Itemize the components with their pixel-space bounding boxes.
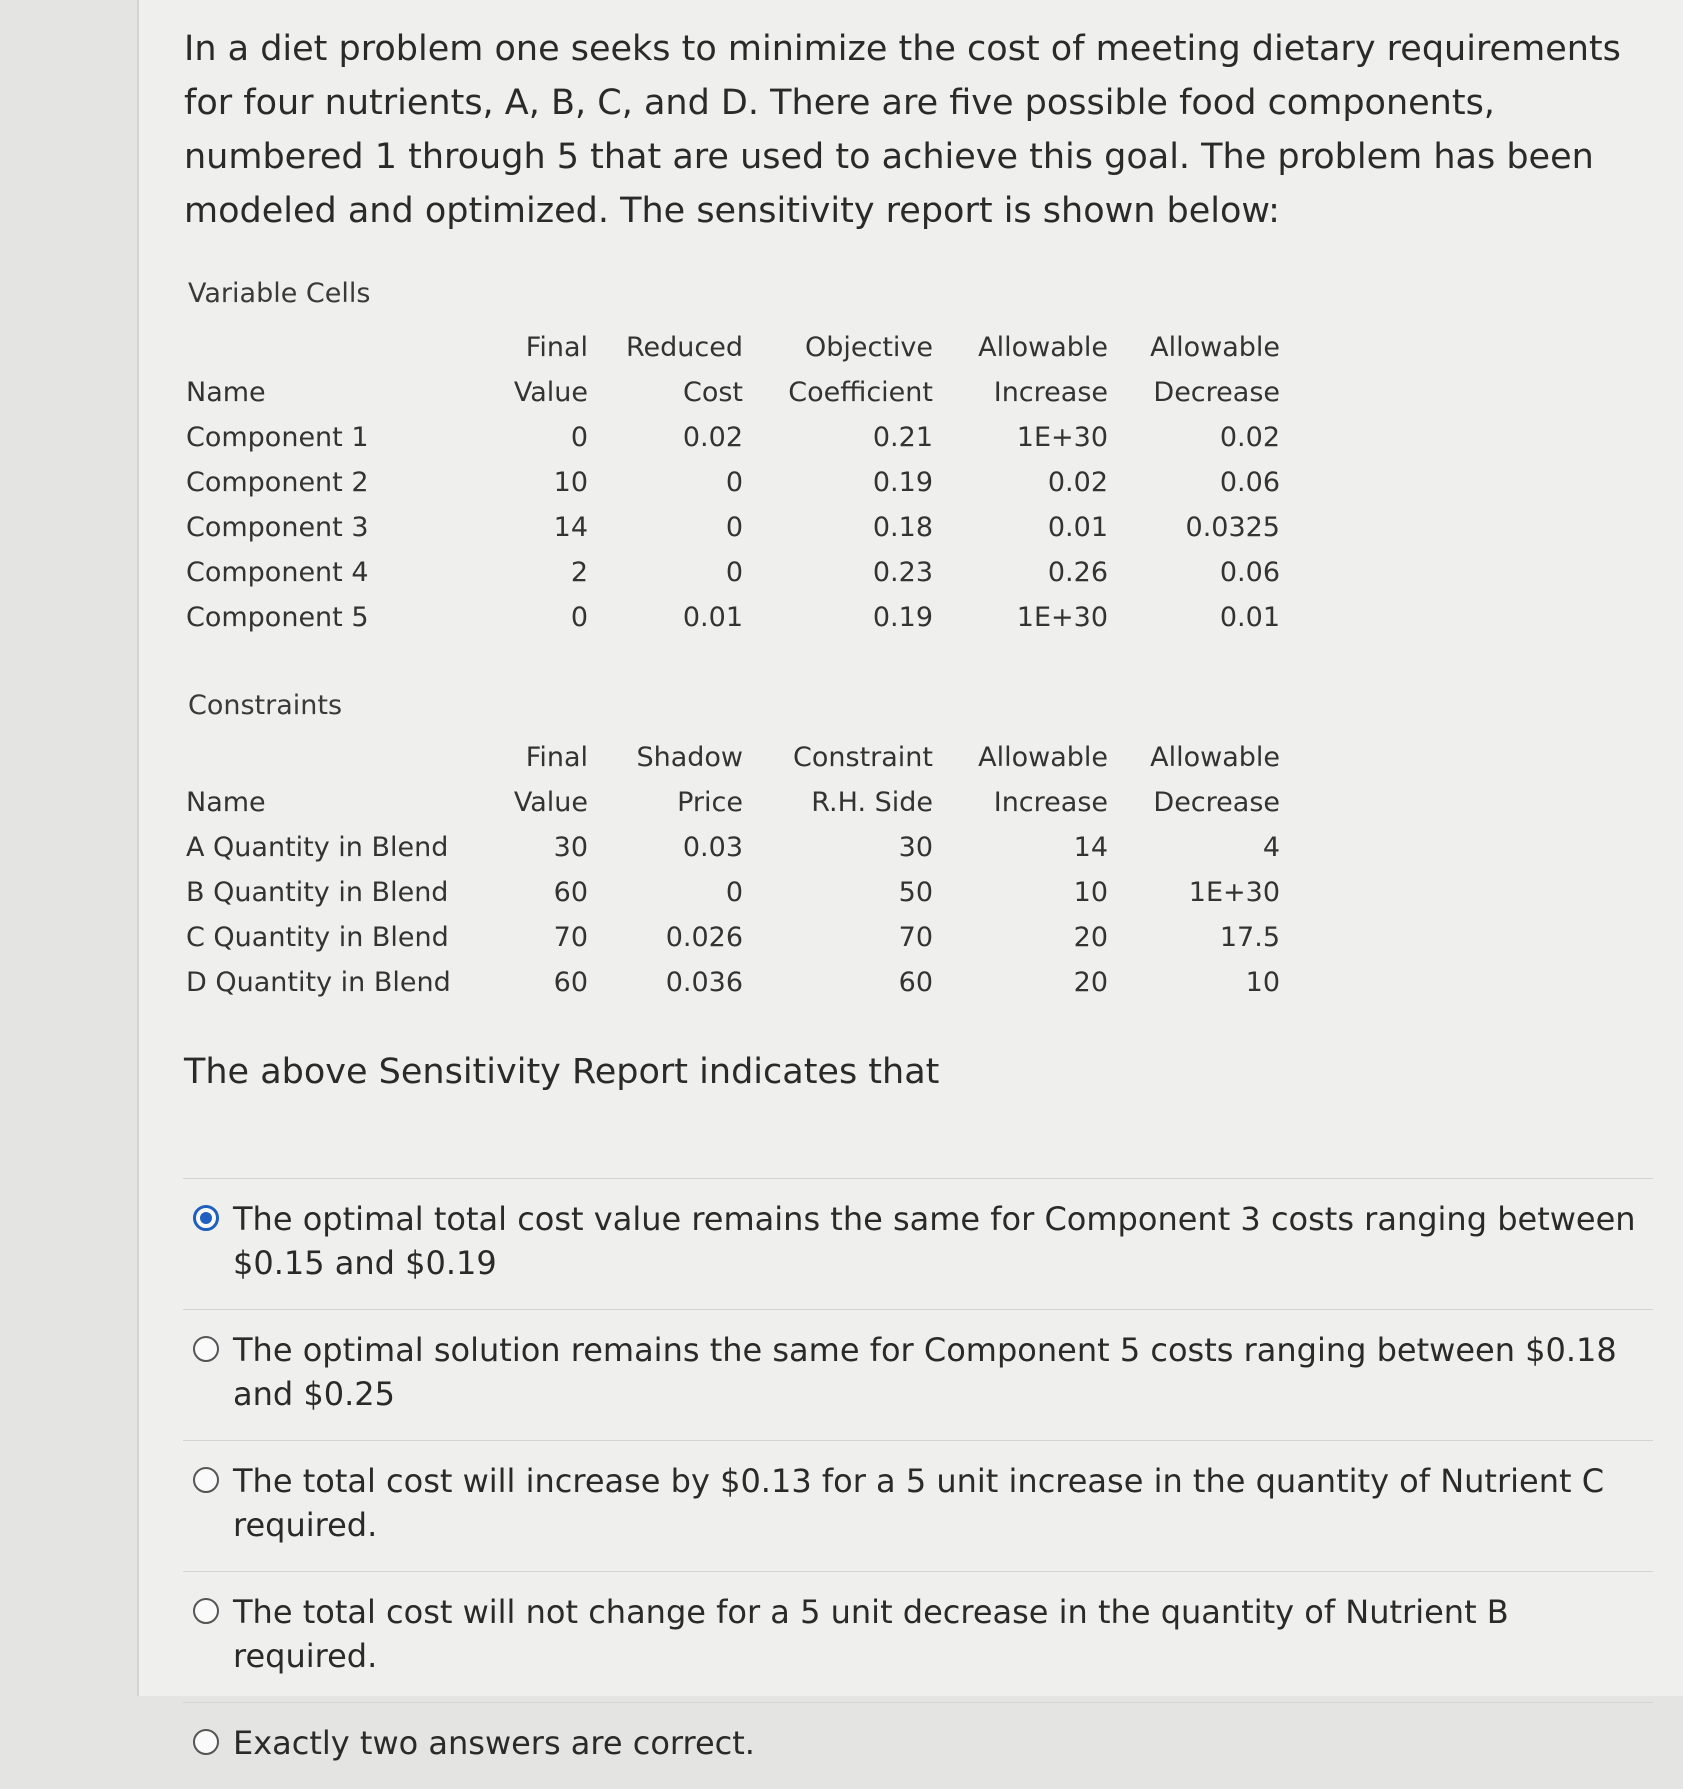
header-cell: Value [513,787,588,818]
answer-option-4[interactable] [183,1572,1653,1703]
header-cell: Allowable [1150,332,1280,363]
value-cell: 0.21 [872,422,933,453]
table-row [186,915,1280,960]
header-cell: Allowable [978,332,1108,363]
variable-cells-table [186,325,1280,640]
header-cell: R.H. Side [811,787,933,818]
header-cell: Shadow [636,742,743,773]
table-header-row [186,325,1280,370]
value-cell: 0.06 [1219,557,1280,588]
header-cell [186,325,496,370]
value-cell: 14 [1073,832,1108,863]
value-cell: 0.036 [665,967,743,998]
value-cell: 0 [725,557,743,588]
variable-cells-body [186,415,1280,640]
answer-option-5[interactable] [183,1703,1653,1789]
header-cell: Price [677,787,743,818]
row-name-cell: D Quantity in Blend [186,967,451,998]
row-name-cell: C Quantity in Blend [186,922,449,953]
header-cell: Final [525,742,588,773]
question-text: In a diet problem one seeks to minimize the cost of meeting dietary requirements for four nutrients, A, B, C, and D. There are five possible food components, numbered 1 through 5 that are used to achieve this goal. The problem has been modeled and optimized. The sensitivity report is shown below: [184,29,1621,231]
value-cell: 60 [553,967,588,998]
value-cell: 20 [1073,922,1108,953]
header-cell [186,735,496,780]
value-cell: 4 [1262,832,1280,863]
value-cell: 0.02 [1047,467,1108,498]
table-row [186,550,1280,595]
radio-unselected-icon[interactable] [193,1467,219,1493]
value-cell: 0.18 [872,512,933,543]
value-cell: 10 [1245,967,1280,998]
answer-option-label: The optimal solution remains the same for Component 5 costs ranging between $0.18 and $0.25 [233,1331,1617,1413]
value-cell: 0.01 [1047,512,1108,543]
value-cell: 0.06 [1219,467,1280,498]
header-cell: Cost [682,377,743,408]
header-cell: Decrease [1153,377,1280,408]
value-cell: 2 [570,557,588,588]
answer-option-label: The optimal total cost value remains the same for Component 3 costs ranging between $0.15 and $0.19 [233,1200,1636,1282]
row-name-cell: Component 5 [186,602,369,633]
answer-option-3[interactable] [183,1441,1653,1572]
header-cell: Decrease [1153,787,1280,818]
value-cell: 20 [1073,967,1108,998]
value-cell: 0 [725,512,743,543]
header-cell: Name [186,377,266,408]
answer-choices [183,1178,1653,1789]
header-cell: Name [186,787,266,818]
value-cell: 0 [725,877,743,908]
prompt-text: The above Sensitivity Report indicates that [184,1052,940,1092]
radio-selected-icon[interactable] [193,1205,219,1231]
value-cell: 10 [1073,877,1108,908]
value-cell: 70 [898,922,933,953]
value-cell: 50 [898,877,933,908]
value-cell: 0.23 [872,557,933,588]
value-cell: 10 [553,467,588,498]
value-cell: 0.19 [872,602,933,633]
radio-unselected-icon[interactable] [193,1729,219,1755]
radio-unselected-icon[interactable] [193,1336,219,1362]
table-row [186,960,1280,1005]
table-row [186,870,1280,915]
answer-option-1[interactable] [183,1179,1653,1310]
table-header-row [186,780,1280,825]
value-cell: 17.5 [1219,922,1280,953]
row-name-cell: A Quantity in Blend [186,832,449,863]
table-header-row [186,735,1280,780]
header-cell: Constraint [793,742,933,773]
row-name-cell: B Quantity in Blend [186,877,449,908]
row-name-cell: Component 3 [186,512,369,543]
header-cell: Allowable [978,742,1108,773]
table-row [186,595,1280,640]
table-row [186,460,1280,505]
answer-option-label: The total cost will not change for a 5 unit decrease in the quantity of Nutrient B required. [233,1593,1509,1675]
header-cell: Final [525,332,588,363]
value-cell: 0.0325 [1185,512,1280,543]
value-cell: 60 [553,877,588,908]
value-cell: 0.02 [682,422,743,453]
value-cell: 0.01 [1219,602,1280,633]
constraints-table [186,735,1280,1005]
header-cell: Objective [804,332,933,363]
value-cell: 70 [553,922,588,953]
value-cell: 0.19 [872,467,933,498]
value-cell: 0.026 [665,922,743,953]
value-cell: 30 [898,832,933,863]
value-cell: 0 [725,467,743,498]
value-cell: 0.26 [1047,557,1108,588]
value-cell: 1E+30 [1188,877,1280,908]
value-cell: 30 [553,832,588,863]
variable-cells-title: Variable Cells [188,278,371,309]
answer-option-label: Exactly two answers are correct. [233,1724,755,1762]
header-cell: Coefficient [788,377,933,408]
value-cell: 0 [570,422,588,453]
value-cell: 14 [553,512,588,543]
header-cell: Value [513,377,588,408]
row-name-cell: Component 2 [186,467,369,498]
row-name-cell: Component 1 [186,422,369,453]
value-cell: 0.01 [682,602,743,633]
table-row [186,505,1280,550]
value-cell: 60 [898,967,933,998]
row-name-cell: Component 4 [186,557,369,588]
answer-option-2[interactable] [183,1310,1653,1441]
answer-option-label: The total cost will increase by $0.13 for a 5 unit increase in the quantity of Nutrient C required. [233,1462,1605,1544]
header-cell: Reduced [625,332,743,363]
header-cell: Allowable [1150,742,1280,773]
table-row [186,825,1280,870]
header-cell: Increase [993,377,1108,408]
value-cell: 0 [570,602,588,633]
value-cell: 0.03 [682,832,743,863]
constraints-body [186,825,1280,1005]
value-cell: 1E+30 [1016,422,1108,453]
header-cell: Increase [993,787,1108,818]
constraints-title: Constraints [188,690,343,721]
radio-unselected-icon[interactable] [193,1598,219,1624]
value-cell: 1E+30 [1016,602,1108,633]
value-cell: 0.02 [1219,422,1280,453]
table-header-row [186,370,1280,415]
table-row [186,415,1280,460]
